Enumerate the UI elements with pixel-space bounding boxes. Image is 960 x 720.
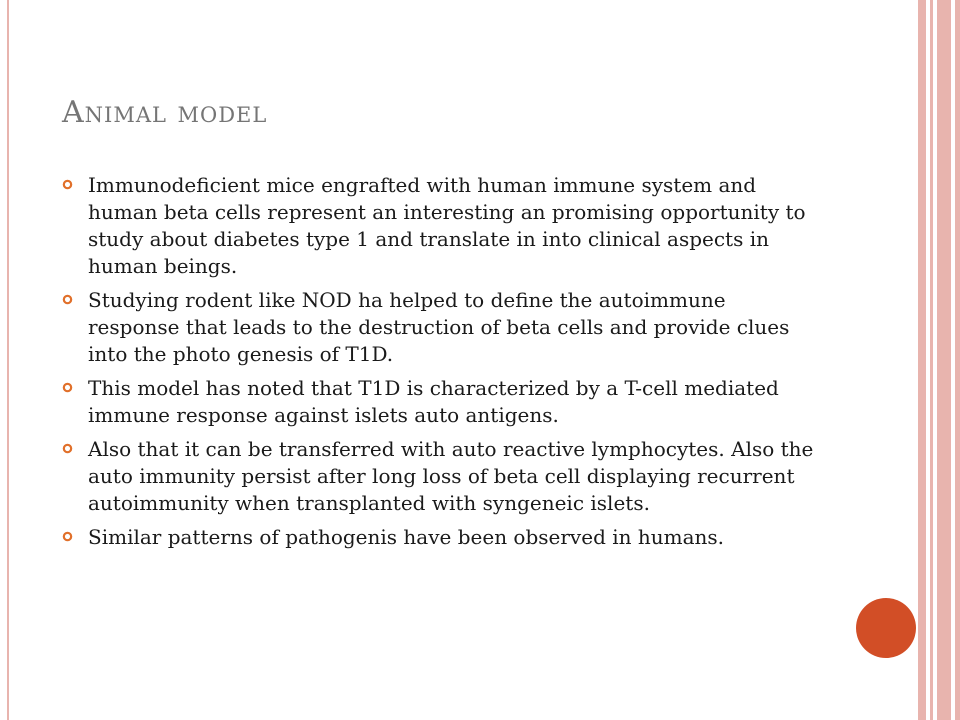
ring-bullet-icon bbox=[62, 179, 73, 190]
right-border-band-3 bbox=[937, 0, 951, 720]
bullet-text: Immunodeficient mice engrafted with human immune system and human beta cells represent an interesting an promising opportunity to study about diabetes type 1 and translate in into clinical aspects in human beings. bbox=[88, 173, 806, 278]
bullet-text: Also that it can be transferred with auto reactive lymphocytes. Also the auto immunity persist after long loss of beta cell displaying recurrent autoimmunity when transplanted with syngeneic islets. bbox=[88, 437, 814, 515]
bullet-item bbox=[62, 524, 822, 551]
ring-bullet-icon bbox=[62, 443, 73, 454]
decorative-circle bbox=[856, 598, 916, 658]
ring-bullet-icon bbox=[62, 382, 73, 393]
bullet-text: This model has noted that T1D is characterized by a T-cell mediated immune response against islets auto antigens. bbox=[88, 376, 779, 427]
bullet-text: Similar patterns of pathogenis have been observed in humans. bbox=[88, 525, 725, 549]
left-border-line bbox=[7, 0, 9, 720]
bullet-item bbox=[62, 375, 822, 429]
right-border-band-4 bbox=[955, 0, 960, 720]
bullet-item bbox=[62, 436, 822, 517]
ring-bullet-icon bbox=[62, 294, 73, 305]
bullet-list bbox=[62, 172, 822, 558]
bullet-item bbox=[62, 287, 822, 368]
right-border-band-1 bbox=[918, 0, 926, 720]
bullet-item bbox=[62, 172, 822, 280]
ring-bullet-icon bbox=[62, 531, 73, 542]
right-border-band-2 bbox=[930, 0, 933, 720]
bullet-text: Studying rodent like NOD ha helped to define the autoimmune response that leads to the destruction of beta cells and provide clues into the photo genesis of T1D. bbox=[88, 288, 790, 366]
slide-title: Animal model bbox=[62, 95, 268, 130]
